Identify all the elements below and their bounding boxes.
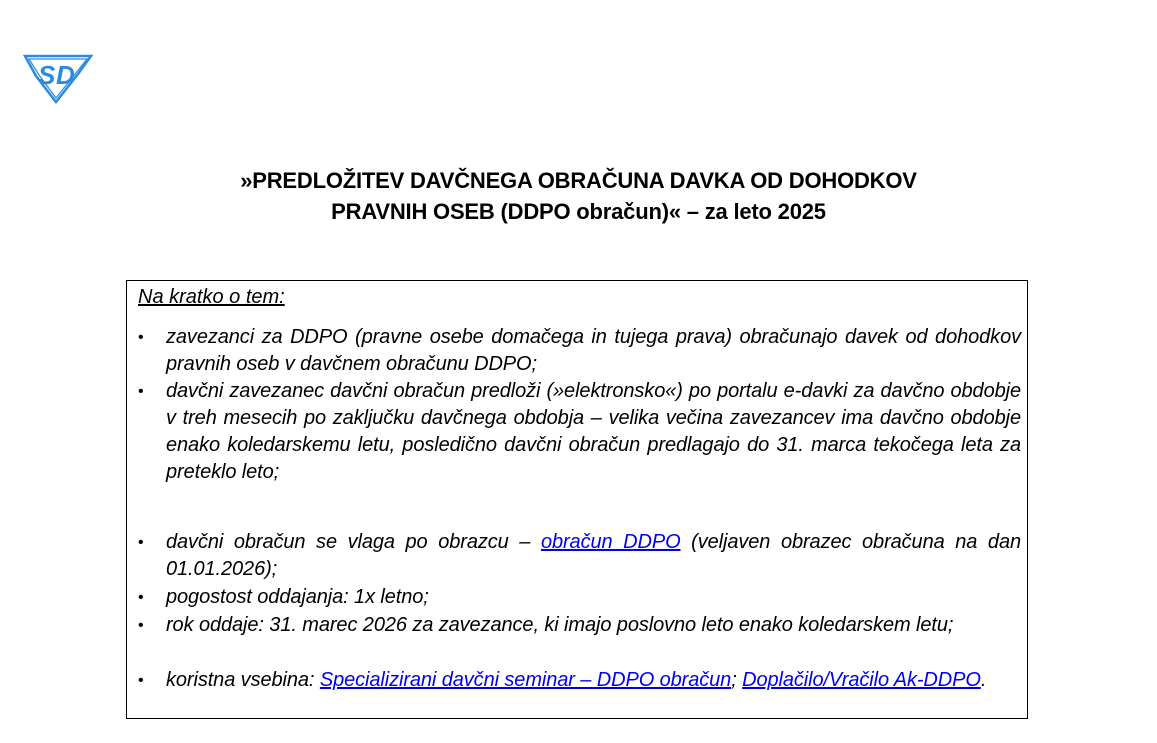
document-title	[0, 165, 1157, 227]
bullet-icon: •	[138, 383, 144, 400]
summary-box	[126, 280, 1028, 719]
title-line-1: »PREDLOŽITEV DAVČNEGA OBRAČUNA DAVKA OD DOHODKOV	[240, 168, 917, 193]
bullet-icon: •	[138, 672, 144, 689]
list-item-text: rok oddaje: 31. marec 2026 za zavezance, ki imajo poslovno leto enako koledarskem letu;	[166, 614, 954, 636]
title-line-2: PRAVNIH OSEB (DDPO obračun)« – za leto 2025	[331, 199, 826, 224]
list-item-text: pogostost oddajanja: 1x letno;	[166, 586, 429, 608]
svg-text:S: S	[38, 60, 56, 90]
list-item-text: davčni zavezanec davčni obračun predloži (»elektronsko«) po portalu e-davki za davčno obdobje v treh mesecih po zaključku davčnega obdobja – velika večina zavezancev ima davčno obdobje enako koledarskemu letu, posledično davčni obračun predlagajo do 31. marca tekočega leta za preteklo leto;	[166, 380, 1021, 483]
bullet-icon: •	[138, 534, 144, 551]
bullet-icon: •	[138, 589, 144, 606]
list-item-text: zavezanci za DDPO (pravne osebe domačega in tujega prava) obračunajo davek od dohodkov pravnih oseb v davčnem obračunu DDPO;	[166, 326, 1021, 375]
list-item	[138, 612, 1021, 639]
list-item	[138, 324, 1021, 378]
list-item	[138, 667, 1021, 694]
obracun-ddpo-link[interactable]: obračun DDPO	[540, 531, 681, 553]
list-item	[138, 378, 1021, 486]
svg-text:D: D	[56, 60, 75, 90]
company-logo	[22, 50, 94, 104]
seminar-link[interactable]: Specializirani davčni seminar – DDPO obračun	[319, 669, 732, 691]
summary-heading: Na kratko o tem:	[138, 286, 285, 308]
list-item	[138, 529, 1021, 583]
bullet-icon: •	[138, 329, 144, 346]
list-item-text: davčni obračun se vlaga po obrazcu – obračun DDPO (veljaven obrazec obračuna na dan 01.01.2026);	[166, 531, 1021, 580]
bullet-icon: •	[138, 617, 144, 634]
list-item-text: koristna vsebina: Specializirani davčni seminar – DDPO obračun; Doplačilo/Vračilo Ak-DDPO.	[166, 669, 987, 691]
list-item	[138, 584, 1021, 611]
doplacilo-vracilo-link[interactable]: Doplačilo/Vračilo Ak-DDPO	[742, 669, 981, 691]
